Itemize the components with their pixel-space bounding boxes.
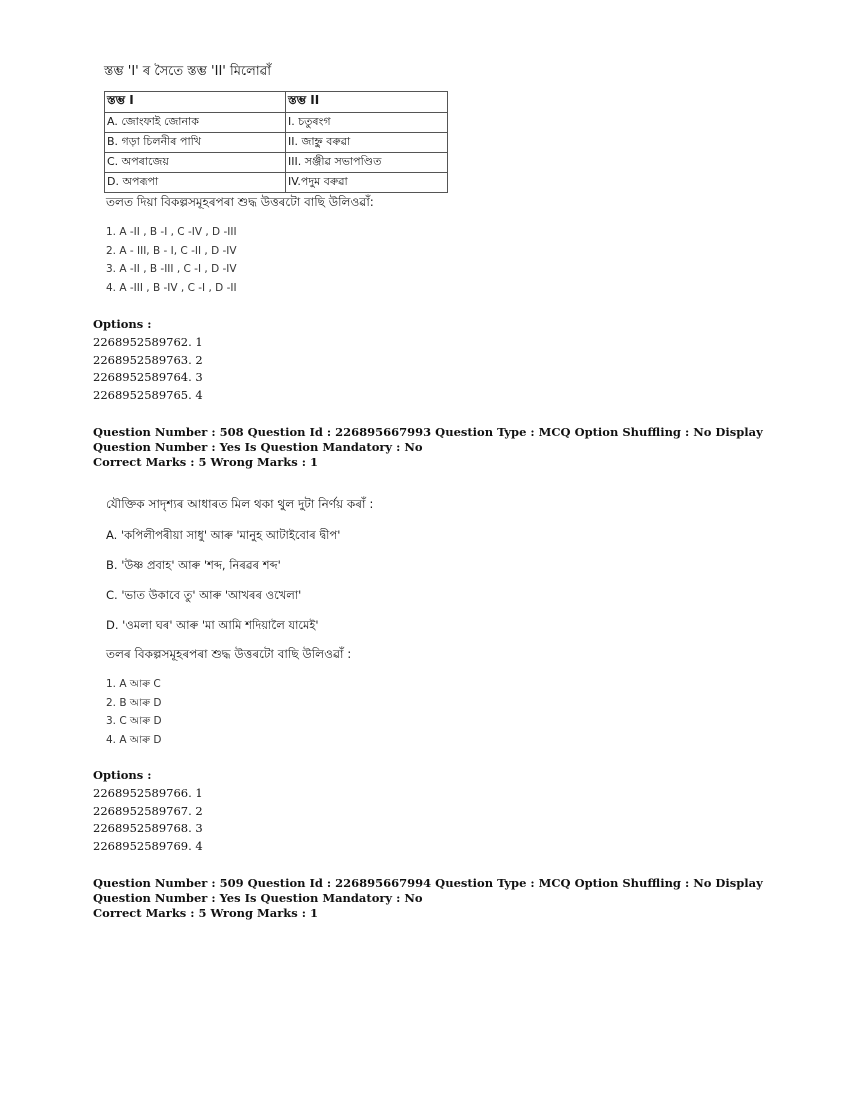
option-row: 2268952589767. 2 [93,803,203,818]
statement: B. 'উষ্ণ প্ৰবাহ' আৰু 'শব্দ, নিৰৱৰ শব্দ' [106,558,281,572]
table-cell: III. সঞ্জীৱ সভাপণ্ডিত [286,153,448,173]
option-row: 2268952589769. 4 [93,839,203,854]
option-row: 2268952589766. 1 [93,786,203,800]
option-row: 2268952589765. 4 [93,388,203,403]
statement: C. 'ভাত উকাবে তু' আৰু 'আখৰৰ ওখেলা' [106,588,302,602]
question-meta [93,425,773,470]
question-stem-2: তলৰ বিকল্পসমূহৰপৰা শুদ্ধ উত্তৰটো বাছি উলিওৱাঁ : [106,647,352,661]
option-row: 2268952589763. 2 [93,352,203,367]
answer-choices [106,675,162,749]
question-meta-line: Question Number : 509 Question Id : 226895667994 Question Type : MCQ Option Shuffling : No Display Question Number : Yes Is Question Mandatory : No [93,876,763,905]
table-row [105,153,448,173]
match-instruction: স্তম্ভ 'I' ৰ সৈতে স্তম্ভ 'II' মিলোৱাঁ [104,64,271,79]
match-table [104,91,448,193]
column-1-header: স্তম্ভ I [105,92,286,113]
statement: A. 'কপিলীপৰীয়া সাধু' আৰু 'মানুহ আটাইবোৰ দ্বীপ' [106,528,341,542]
question-meta [93,876,773,921]
list-item: 4. A -III , B -IV , C -I , D -II [106,281,237,294]
table-row [105,133,448,153]
option-row: 2268952589768. 3 [93,821,203,836]
option-row: 2268952589762. 1 [93,335,203,349]
table-header-row [105,92,448,113]
list-item: 2. A - III, B - I, C -II , D -IV [106,244,237,257]
table-row [105,113,448,133]
table-cell: A. জোংফাই জোনাক [105,113,286,133]
table-cell: IV.পদুম বৰুৱা [286,173,448,193]
list-item: 3. C আৰু D [106,715,162,727]
options-block [93,766,203,856]
marks-line: Correct Marks : 5 Wrong Marks : 1 [93,906,318,920]
answer-choices [106,223,237,297]
table-row [105,173,448,193]
table-cell: I. চতুৰংগ [286,113,448,133]
table-cell: B. গড়া চিলনীৰ পাখি [105,133,286,153]
question-stem: যৌক্তিক সাদৃশ্যৰ আধাৰত মিল থকা থুল দুটা নিৰ্ণয় কৰাঁ : [106,497,374,511]
options-block [93,315,203,405]
question-stem: তলত দিয়া বিকল্পসমূহৰপৰা শুদ্ধ উত্তৰটো বাছি উলিওৱাঁ: [106,195,374,209]
column-2-header: স্তম্ভ II [286,92,448,113]
table-cell: D. অপৰূপা [105,173,286,193]
list-item: 1. A -II , B -I , C -IV , D -III [106,226,237,238]
statement: D. 'ওমলা ঘৰ' আৰু 'মা আমি শদিয়ালৈ যামেই' [106,618,319,632]
options-label: Options : [93,317,152,331]
options-label: Options : [93,768,152,782]
table-cell: C. অপৰাজেয় [105,153,286,173]
option-row: 2268952589764. 3 [93,370,203,385]
list-item: 3. A -II , B -III , C -I , D -IV [106,263,237,275]
question-meta-line: Question Number : 508 Question Id : 226895667993 Question Type : MCQ Option Shuffling : No Display Question Number : Yes Is Question Mandatory : No [93,425,763,454]
list-item: 1. A আৰু C [106,678,161,690]
list-item: 2. B আৰু D [106,696,162,709]
marks-line: Correct Marks : 5 Wrong Marks : 1 [93,455,318,469]
table-cell: II. জাহ্নু বৰুৱা [286,133,448,153]
list-item: 4. A আৰু D [106,733,162,746]
